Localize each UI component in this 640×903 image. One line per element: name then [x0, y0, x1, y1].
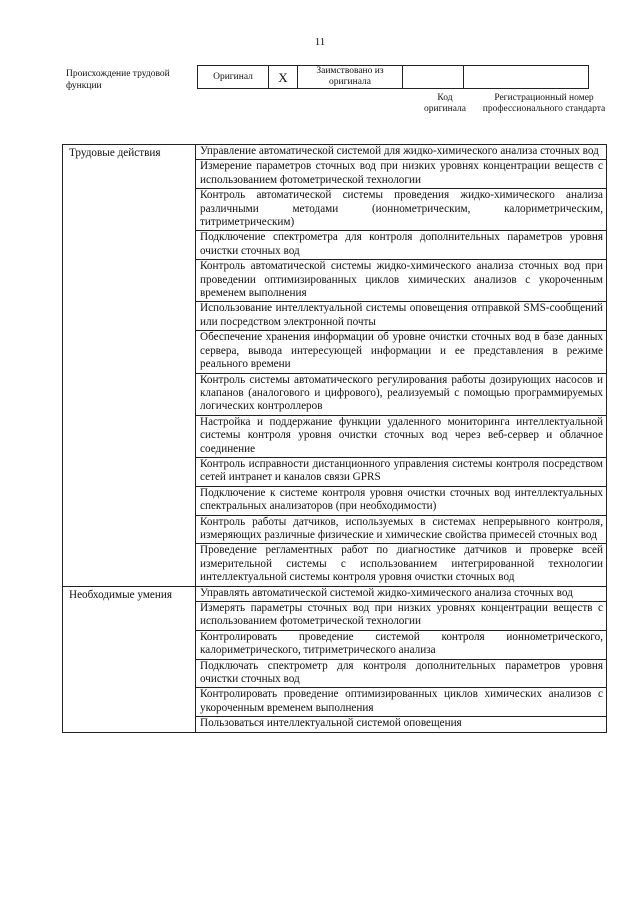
labor-action-item: Использование интеллектуальной системы оповещения отправкой SMS-сообщений или посредством электронной почты [196, 302, 607, 331]
code-caption: Код оригинала [424, 93, 466, 114]
labor-action-item: Контроль работы датчиков, используемых в системах непрерывного контроля, измеряющих различные физические и химические свойства примесей сточных вод [196, 515, 607, 544]
skill-item: Измерять параметры сточных вод при низких уровнях концентрации веществ с использованием фотометрической технологии [196, 602, 607, 631]
skill-item: Контролировать проведение оптимизированных циклов химических анализов с укороченным временем выполнения [196, 688, 607, 717]
function-table [62, 144, 607, 733]
labor-action-item: Проведение регламентных работ по диагностике датчиков и проверке всей измерительной системы с использованием интегрированной технологии интеллектуальной системы контроля уровня очистки сточных вод [196, 544, 607, 586]
labor-action-item: Обеспечение хранения информации об уровне очистки сточных вод в базе данных сервера, вывода интересующей информации и ее представления в режиме реального времени [196, 331, 607, 373]
skill-item: Пользоваться интеллектуальной системой оповещения [196, 717, 607, 732]
labor-action-item: Управление автоматической системой для жидко-химического анализа сточных вод [196, 145, 607, 160]
labor-action-item: Контроль системы автоматического регулирования работы дозирующих насосов и клапанов (аналогового и цифрового), реализуемый с помощью программируемых логических контроллеров [196, 373, 607, 415]
origin-table [197, 65, 589, 89]
skill-category: Необходимые умения [63, 586, 196, 732]
reg-number-caption: Регистрационный номер профессионального стандарта [482, 93, 606, 114]
original-mark: X [269, 66, 298, 89]
labor-action-category: Трудовые действия [63, 145, 196, 587]
labor-action-item: Настройка и поддержание функции удаленного мониторинга интеллектуальной системы контроля уровня очистки сточных вод через веб-сервер и облачное соединение [196, 415, 607, 457]
skill-item: Управлять автоматической системой жидко-химического анализа сточных вод [196, 586, 607, 601]
table-row [63, 586, 607, 601]
code-cell [403, 66, 464, 89]
borrowed-cell: Заимствовано из оригинала [298, 66, 403, 89]
skill-item: Контролировать проведение системой контроля ионнометрического, калориметрического, титриметрического анализа [196, 630, 607, 659]
page-number: 11 [314, 36, 326, 48]
labor-action-item: Контроль автоматической системы жидко-химического анализа сточных вод при проведении оптимизированных циклов химических анализов с укороченным временем выполнения [196, 260, 607, 302]
labor-action-item: Подключение к системе контроля уровня очистки сточных вод интеллектуальных спектральных анализаторов (при необходимости) [196, 486, 607, 515]
labor-action-item: Контроль автоматической системы проведения жидко-химического анализа различными методами (ионнометрическим, калориметрическим, титриметрическим) [196, 189, 607, 231]
original-cell: Оригинал [198, 66, 269, 89]
origin-label: Происхождение трудовой функции [66, 69, 170, 91]
labor-action-item: Подключение спектрометра для контроля дополнительных параметров уровня очистки сточных вод [196, 231, 607, 260]
labor-action-item: Измерение параметров сточных вод при низких уровнях концентрации веществ с использованием фотометрической технологии [196, 160, 607, 189]
table-row [63, 145, 607, 160]
skill-item: Подключать спектрометр для контроля дополнительных параметров уровня очистки сточных вод [196, 659, 607, 688]
reg-number-cell [464, 66, 589, 89]
labor-action-item: Контроль исправности дистанционного управления системы контроля посредством сетей интранет и каналов связи GPRS [196, 457, 607, 486]
